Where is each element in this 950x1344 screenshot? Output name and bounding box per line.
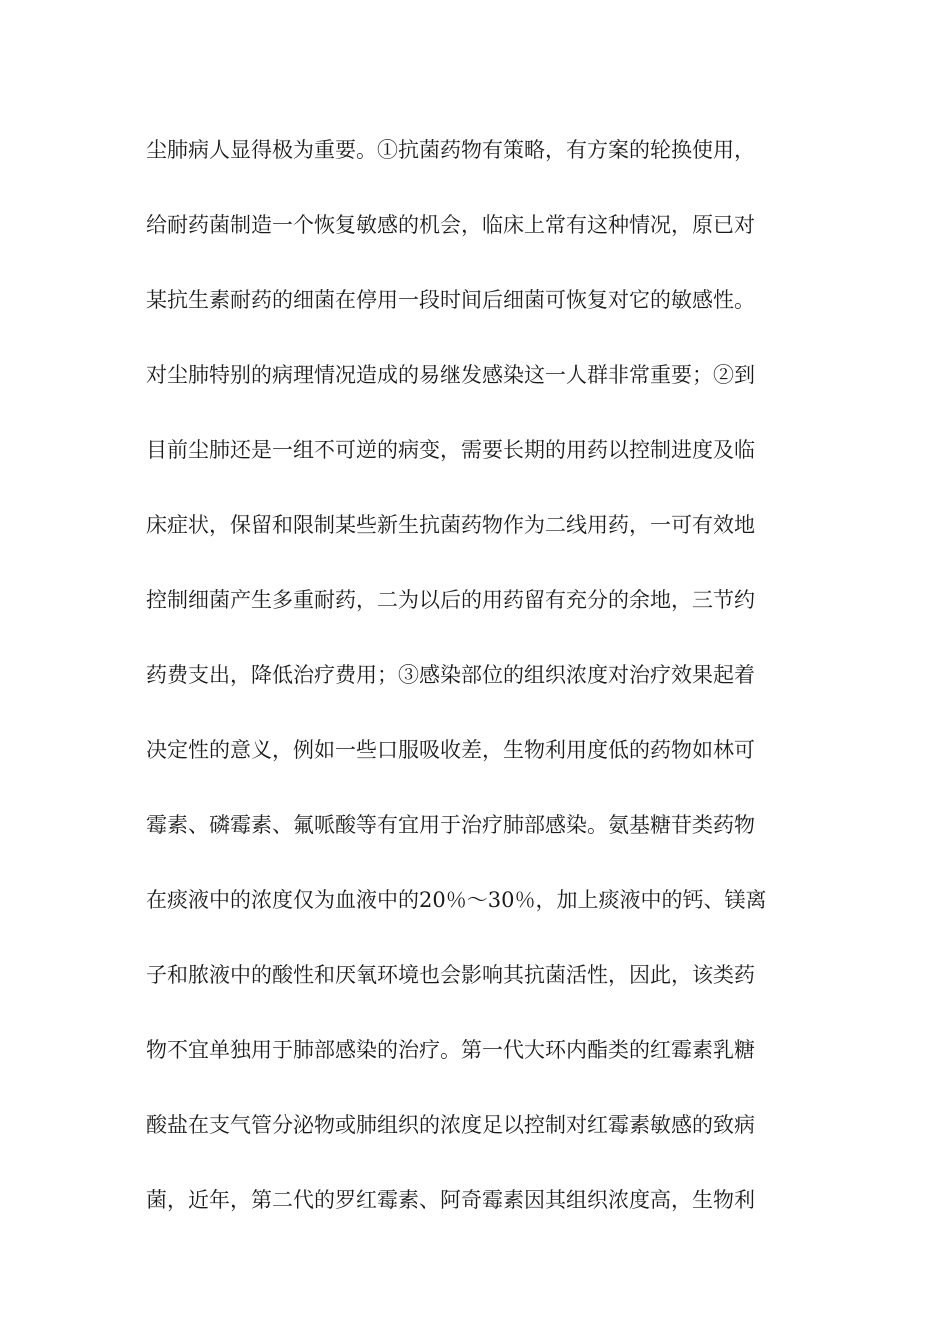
body-text bbox=[146, 128, 806, 1253]
text-line-7: 控制细菌产生多重耐药，二为以后的用药留有充分的余地，三节约 bbox=[146, 588, 755, 612]
text-line-10: 霉素、磷霉素、氟哌酸等有宜用于治疗肺部感染。氨基糖苷类药物 bbox=[146, 813, 755, 837]
text-line-12: 子和脓液中的酸性和厌氧环境也会影响其抗菌活性，因此，该类药 bbox=[146, 963, 755, 987]
text-line-1: 尘肺病人显得极为重要。①抗菌药物有策略，有方案的轮换使用， bbox=[146, 138, 755, 162]
text-line-11: 在痰液中的浓度仅为血液中的20％～30％，加上痰液中的钙、镁离 bbox=[146, 888, 767, 912]
text-line-9: 决定性的意义，例如一些口服吸收差，生物利用度低的药物如林可 bbox=[146, 738, 755, 762]
text-line-8: 药费支出，降低治疗费用；③感染部位的组织浓度对治疗效果起着 bbox=[146, 663, 755, 687]
text-line-14: 酸盐在支气管分泌物或肺组织的浓度足以控制对红霉素敏感的致病 bbox=[146, 1113, 755, 1137]
text-line-15: 菌，近年，第二代的罗红霉素、阿奇霉素因其组织浓度高，生物利 bbox=[146, 1188, 755, 1212]
text-line-5: 目前尘肺还是一组不可逆的病变，需要长期的用药以控制进度及临 bbox=[146, 438, 755, 462]
text-line-2: 给耐药菌制造一个恢复敏感的机会，临床上常有这种情况，原已对 bbox=[146, 213, 755, 237]
text-line-6: 床症状，保留和限制某些新生抗菌药物作为二线用药，一可有效地 bbox=[146, 513, 755, 537]
text-line-3: 某抗生素耐药的细菌在停用一段时间后细菌可恢复对它的敏感性。 bbox=[146, 288, 755, 312]
text-line-4: 对尘肺特别的病理情况造成的易继发感染这一人群非常重要；②到 bbox=[146, 363, 755, 387]
text-line-13: 物不宜单独用于肺部感染的治疗。第一代大环内酯类的红霉素乳糖 bbox=[146, 1038, 755, 1062]
